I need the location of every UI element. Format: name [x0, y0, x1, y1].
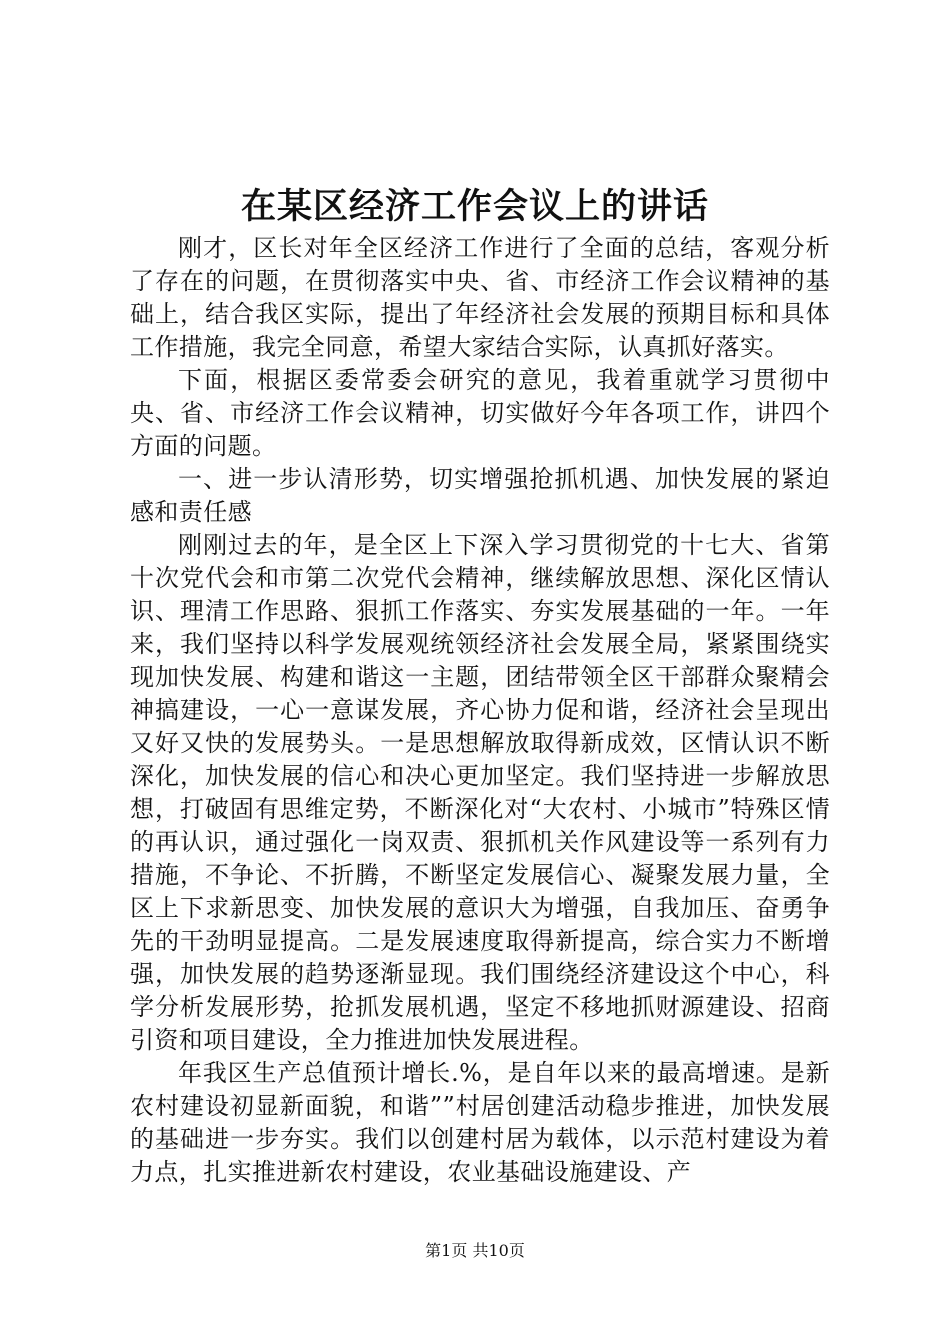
total-pages: 共10页	[472, 1241, 525, 1260]
section-heading-1: 一、进一步认清形势，切实增强抢抓机遇、加快发展的紧迫感和责任感	[130, 465, 830, 526]
page-number: 第1页	[425, 1241, 468, 1260]
paragraph-opening: 刚才，区长对年全区经济工作进行了全面的总结，客观分析了存在的问题，在贯彻落实中央、省、市经济工作会议精神的基础上，结合我区实际，提出了年经济社会发展的预期目标和具体工作措施，我完全同意，希望大家结合实际，认真抓好落实。	[130, 234, 830, 361]
document-body	[130, 232, 830, 1189]
document-title: 在某区经济工作会议上的讲话	[240, 186, 709, 227]
paragraph-review: 刚刚过去的年，是全区上下深入学习贯彻党的十七大、省第十次党代会和市第二次党代会精神，继续解放思想、深化区情认识、理清工作思路、狠抓工作落实、夯实发展基础的一年。一年来，我们坚持以科学发展观统领经济社会发展全局，紧紧围绕实现加快发展、构建和谐这一主题，团结带领全区干部群众聚精会神搞建设，一心一意谋发展，齐心协力促和谐，经济社会呈现出又好又快的发展势头。一是思想解放取得新成效，区情认识不断深化，加快发展的信心和决心更加坚定。我们坚持进一步解放思想，打破固有思维定势，不断深化对“大农村、小城市”特殊区情的再认识，通过强化一岗双责、狠抓机关作风建设等一系列有力措施，不争论、不折腾，不断坚定发展信心、凝聚发展力量，全区上下求新思变、加快发展的意识大为增强，自我加压、奋勇争先的干劲明显提高。二是发展速度取得新提高，综合实力不断增强，加快发展的趋势逐渐显现。我们围绕经济建设这个中心，科学分析发展形势，抢抓发展机遇，坚定不移地抓财源建设、招商引资和项目建设，全力推进加快发展进程。	[130, 531, 830, 1054]
page-footer	[0, 1240, 950, 1262]
paragraph-growth: 年我区生产总值预计增长.%，是自年以来的最高增速。是新农村建设初显新面貌，和谐””村居创建活动稳步推进，加快发展的基础进一步夯实。我们以创建村居为载体，以示范村建设为着力点，扎实推进新农村建设，农业基础设施建设、产	[130, 1059, 830, 1186]
paragraph-outline: 下面，根据区委常委会研究的意见，我着重就学习贯彻中央、省、市经济工作会议精神，切实做好今年各项工作，讲四个方面的问题。	[130, 366, 830, 460]
